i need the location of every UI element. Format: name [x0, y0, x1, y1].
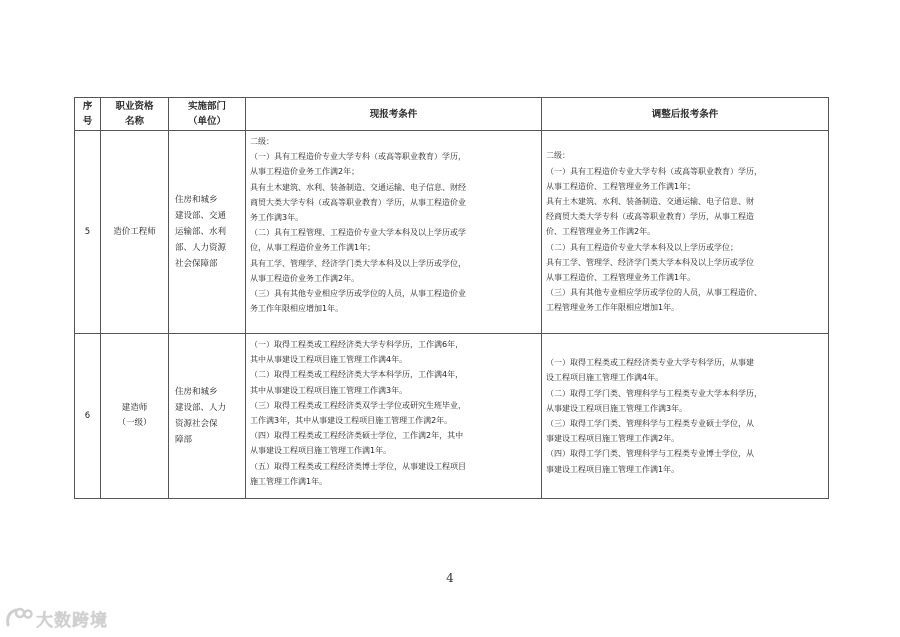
watermark-logo-icon: [4, 605, 34, 631]
table-row: [75, 131, 829, 334]
page-number: 4: [446, 571, 454, 585]
department: 住房和城乡 建设部、交通 运输部、水利 部、人力资源 社会保障部: [169, 131, 246, 334]
header-department: 实施部门 （单位）: [169, 98, 246, 131]
department: 住房和城乡 建设部、人力 资源社会保 障部: [169, 334, 246, 499]
current-conditions: （一）取得工程类或工程经济类大学专科学历，工作满6年， 其中从事建设工程项目施工管理工作满4年。 （二）取得工程类或工程经济类大学本科学历，工作满4年， 其中从事建设工程项目施工管理工作满3年。 （三）取得工程类或工程经济类双学士学位或研究生班毕业， 工作满3年，其中从事建设工程项目施工管理工作满2年。 （四）取得工程类或工程经济类硕士学位，工作满2年，其中 从事建设工程项目施工管理工作满1年。 （五）取得工程类或工程经济类博士学位，从事建设工程项目 施工管理工作满1年。: [246, 334, 542, 499]
row-number: 6: [75, 334, 101, 499]
watermark-text: 大数跨境: [36, 610, 108, 631]
header-no: 序 号: [75, 98, 101, 131]
current-conditions: 二级： （一）具有工程造价专业大学专科（或高等职业教育）学历， 从事工程造价业务工作满2年； 具有土木建筑、水利、装备制造、交通运输、电子信息、财经 商贸大类大学专科（或高等职业教育）学历，从事工程造价业 务工作满3年。 （二）具有工程管理、工程造价专业大学本科及以上学历或学 位，从事工程造价业务工作满1年； 具有工学、管理学、经济学门类大学本科及以上学历或学位， 从事工程造价业务工作满2年。 （三）具有其他专业相应学历或学位的人员，从事工程造价业 务工作年限相应增加1年。: [246, 131, 542, 334]
header-adjusted-conditions: 调整后报考条件: [542, 98, 829, 131]
table-row: [75, 334, 829, 499]
qualification-name: 建造师 （一级）: [101, 334, 169, 499]
table-header-row: [75, 98, 829, 131]
row-number: 5: [75, 131, 101, 334]
header-qualification: 职业资格 名称: [101, 98, 169, 131]
qualification-table: [74, 97, 829, 499]
header-current-conditions: 现报考条件: [246, 98, 542, 131]
qualification-name: 造价工程师: [101, 131, 169, 334]
watermark: [4, 605, 108, 631]
adjusted-conditions: （一）取得工程类或工程经济类专业大学专科学历，从事建 设工程项目施工管理工作满4年。 （二）取得工学门类、管理科学与工程类专业大学本科学历， 从事建设工程项目施工管理工作满3年。 （三）取得工学门类、管理科学与工程类专业硕士学位，从 事建设工程项目施工管理工作满2年。 （四）取得工学门类、管理科学与工程类专业博士学位，从 事建设工程项目施工管理工作满1年。: [542, 334, 829, 499]
adjusted-conditions: 二级： （一）具有工程造价专业大学专科（或高等职业教育）学历， 从事工程造价、工程管理业务工作满1年； 具有土木建筑、水利、装备制造、交通运输、电子信息、财 经商贸大类大学专科（或高等职业教育）学历，从事工程造 价、工程管理业务工作满2年。 （二）具有工程造价专业大学本科及以上学历或学位； 具有工学、管理学、经济学门类大学本科及以上学历或学位 从事工程造价、工程管理业务工作满1年。 （三）具有其他专业相应学历或学位的人员，从事工程造价、 工程管理业务工作年限相应增加1年。: [542, 131, 829, 334]
